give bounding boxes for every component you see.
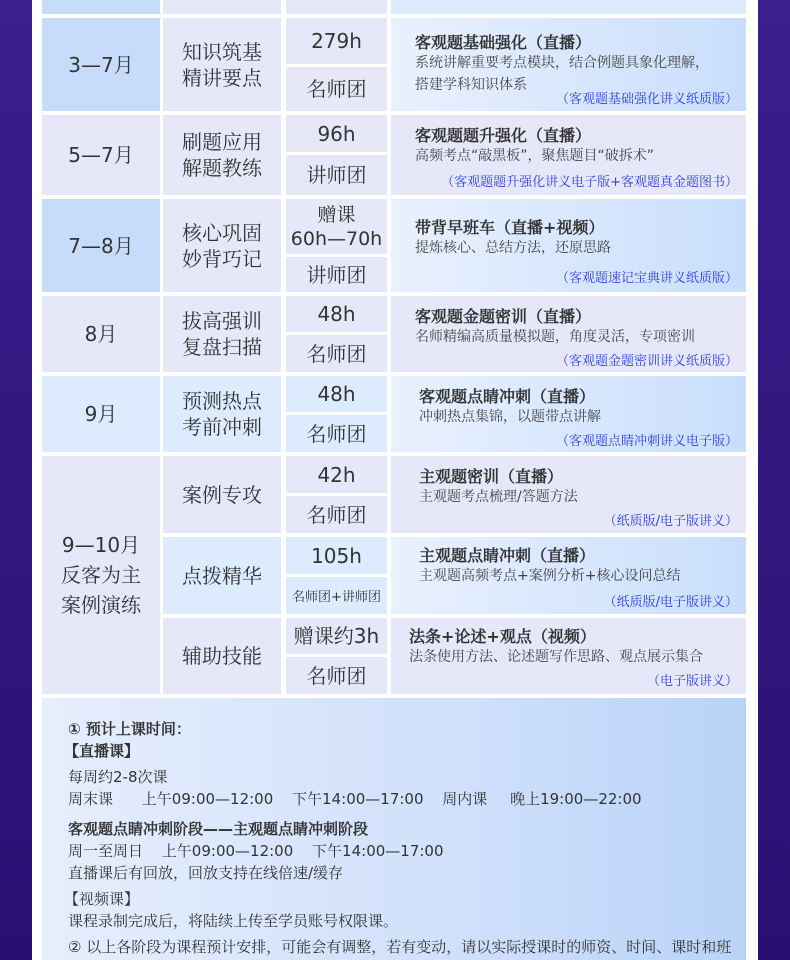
stage-cell bbox=[163, 199, 281, 292]
stage-label: 知识筑基 bbox=[182, 39, 262, 64]
stage-cell bbox=[163, 0, 281, 14]
course-title: 主观题密训（直播） bbox=[419, 467, 564, 486]
sprint-heading: 客观题点睛冲刺阶段——主观题点睛冲刺阶段 bbox=[68, 820, 369, 838]
course-cell bbox=[391, 376, 746, 452]
stage-cell bbox=[163, 618, 281, 694]
teacher-label: 讲师团 bbox=[306, 262, 367, 287]
course-title: 带背早班车（直播+视频） bbox=[415, 218, 605, 237]
teacher-label: 讲师团 bbox=[306, 163, 367, 187]
period-cell bbox=[42, 0, 160, 14]
hours-cell bbox=[286, 0, 387, 14]
course-desc: 高频考点“敲黑板”，聚焦题目“破拆术” bbox=[415, 148, 655, 164]
hours-value: 48h bbox=[317, 302, 356, 326]
hours-value: 96h bbox=[317, 121, 356, 146]
weekday-label: 周内课 bbox=[442, 790, 488, 808]
stage-cell bbox=[163, 456, 281, 533]
teacher-label: 名师团 bbox=[306, 421, 367, 446]
hours-cell bbox=[286, 115, 387, 152]
hours-cell bbox=[286, 537, 387, 574]
period-label: 反客为主 bbox=[61, 563, 141, 587]
stage-label: 拔高强训 bbox=[182, 309, 262, 333]
stage-label: 辅助技能 bbox=[182, 644, 262, 668]
course-material: （客观题点睛冲刺讲义电子版） bbox=[555, 434, 738, 449]
teacher-cell bbox=[286, 67, 387, 111]
teacher-label: 名师团 bbox=[306, 663, 367, 688]
period-cell bbox=[42, 376, 160, 452]
weekend-morning: 上午09:00—12:00 bbox=[141, 790, 274, 808]
stage-cell bbox=[163, 376, 281, 452]
stage-label: 精讲要点 bbox=[182, 65, 262, 90]
stage-label: 复盘扫描 bbox=[182, 335, 262, 359]
course-desc: 搭建学科知识体系 bbox=[415, 77, 527, 93]
course-desc: 名师精编高质量模拟题，角度灵活，专项密训 bbox=[415, 329, 695, 345]
period-label: 5—7月 bbox=[68, 143, 134, 167]
course-material: （客观题基础强化讲义纸质版） bbox=[555, 92, 738, 107]
weekend-afternoon: 下午14:00—17:00 bbox=[292, 790, 424, 808]
sprint-schedule bbox=[68, 840, 444, 861]
hours-cell bbox=[286, 296, 387, 332]
stage-label: 预测热点 bbox=[182, 389, 262, 413]
teacher-label: 名师团 bbox=[306, 77, 367, 101]
teacher-cell bbox=[286, 577, 387, 614]
course-title: 客观题金题密训（直播） bbox=[415, 307, 592, 326]
bonus-label: 赠课 bbox=[317, 203, 356, 226]
teacher-cell bbox=[286, 657, 387, 694]
stage-cell bbox=[163, 115, 281, 195]
replay-note: 直播课后有回放，回放支持在线倍速/缓存 bbox=[68, 864, 344, 882]
schedule-disclaimer: ② 以上各阶段为课程预计安排，可能会有调整，若有变动，请以实际授课时的师资、时间、课时和班 bbox=[68, 938, 732, 956]
teacher-cell bbox=[286, 496, 387, 533]
course-desc: 提炼核心、总结方法，还原思路 bbox=[415, 240, 611, 256]
weekday-evening: 晚上19:00—22:00 bbox=[510, 790, 642, 808]
course-cell bbox=[391, 115, 746, 195]
course-title: 客观题基础强化（直播） bbox=[415, 33, 592, 52]
video-course-desc: 课程录制完成后，将陆续上传至学员账号权限课。 bbox=[68, 912, 399, 930]
course-cell bbox=[391, 18, 746, 111]
teacher-label: 名师团 bbox=[306, 502, 367, 527]
course-material: （客观题题升强化讲义电子版+客观题真金题图书） bbox=[441, 175, 738, 190]
period-label: 7—8月 bbox=[68, 233, 134, 258]
course-cell bbox=[391, 199, 746, 292]
course-material: （纸质版/电子版讲义） bbox=[603, 595, 738, 610]
sprint-morning: 上午09:00—12:00 bbox=[161, 842, 294, 860]
course-material: （纸质版/电子版讲义） bbox=[603, 514, 738, 529]
stage-label: 刷题应用 bbox=[182, 130, 262, 154]
course-cell bbox=[391, 618, 746, 694]
course-title: 主观题点睛冲刺（直播） bbox=[419, 546, 596, 565]
course-desc: 主观题高频考点+案例分析+核心设问总结 bbox=[419, 568, 681, 584]
course-cell bbox=[391, 0, 746, 14]
stage-label: 点拨精华 bbox=[182, 563, 262, 588]
course-title: 法条+论述+观点（视频） bbox=[409, 627, 596, 646]
notes-heading: ① 预计上课时间： bbox=[68, 720, 191, 738]
period-cell bbox=[42, 115, 160, 195]
hours-value: 48h bbox=[317, 382, 356, 406]
period-cell bbox=[42, 296, 160, 372]
hours-cell bbox=[286, 18, 387, 64]
period-cell bbox=[42, 18, 160, 111]
right-frame bbox=[758, 0, 790, 960]
period-cell bbox=[42, 199, 160, 292]
period-label: 3—7月 bbox=[68, 52, 134, 77]
teacher-label: 名师团+讲师团 bbox=[292, 590, 381, 605]
hours-value: 赠课约3h bbox=[293, 624, 380, 648]
period-label: 案例演练 bbox=[61, 593, 141, 617]
hours-cell bbox=[286, 618, 387, 654]
hours-cell bbox=[286, 199, 387, 254]
course-cell bbox=[391, 537, 746, 614]
period-cell bbox=[42, 456, 160, 694]
live-course-heading: 【直播课】 bbox=[64, 742, 140, 760]
course-cell bbox=[391, 296, 746, 372]
teacher-cell bbox=[286, 155, 387, 195]
course-desc: 法条使用方法、论述题写作思路、观点展示集合 bbox=[409, 649, 703, 665]
stage-cell bbox=[163, 537, 281, 614]
course-title: 客观题点睛冲刺（直播） bbox=[419, 387, 596, 406]
course-title: 客观题题升强化（直播） bbox=[415, 126, 592, 145]
teacher-cell bbox=[286, 335, 387, 372]
stage-cell bbox=[163, 18, 281, 111]
sprint-days: 周一至周日 bbox=[68, 842, 144, 860]
stage-label: 案例专攻 bbox=[182, 482, 262, 507]
course-material: （客观题金题密训讲义纸质版） bbox=[555, 354, 738, 369]
left-frame bbox=[0, 0, 32, 960]
sprint-afternoon: 下午14:00—17:00 bbox=[312, 842, 444, 860]
course-desc: 冲刺热点集锦，以题带点讲解 bbox=[419, 409, 601, 425]
period-label: 8月 bbox=[84, 322, 118, 346]
stage-label: 解题教练 bbox=[182, 156, 262, 180]
weekend-label: 周末课 bbox=[68, 790, 114, 808]
stage-cell bbox=[163, 296, 281, 372]
hours-value: 105h bbox=[311, 543, 362, 568]
course-desc: 主观题考点梳理/答题方法 bbox=[419, 489, 578, 505]
stage-label: 妙背巧记 bbox=[182, 246, 262, 271]
live-frequency: 每周约2-8次课 bbox=[68, 768, 168, 786]
hours-value: 279h bbox=[311, 29, 362, 53]
course-material: （客观题速记宝典讲义纸质版） bbox=[555, 271, 738, 286]
teacher-cell bbox=[286, 257, 387, 292]
stage-label: 考前冲刺 bbox=[182, 415, 262, 439]
schedule-notes bbox=[42, 698, 746, 960]
hours-cell bbox=[286, 376, 387, 412]
teacher-cell bbox=[286, 415, 387, 452]
period-label: 9—10月 bbox=[61, 533, 141, 557]
period-label: 9月 bbox=[84, 402, 118, 426]
video-course-heading: 【视频课】 bbox=[64, 890, 140, 908]
course-cell bbox=[391, 456, 746, 533]
stage-label: 核心巩固 bbox=[182, 220, 262, 245]
course-desc: 系统讲解重要考点模块，结合例题具象化理解， bbox=[415, 55, 709, 71]
hours-value: 42h bbox=[317, 462, 356, 487]
hours-cell bbox=[286, 456, 387, 493]
weekend-schedule bbox=[68, 788, 642, 809]
course-material: （电子版讲义） bbox=[646, 674, 738, 689]
teacher-label: 名师团 bbox=[306, 341, 367, 366]
hours-value: 60h—70h bbox=[290, 227, 383, 250]
